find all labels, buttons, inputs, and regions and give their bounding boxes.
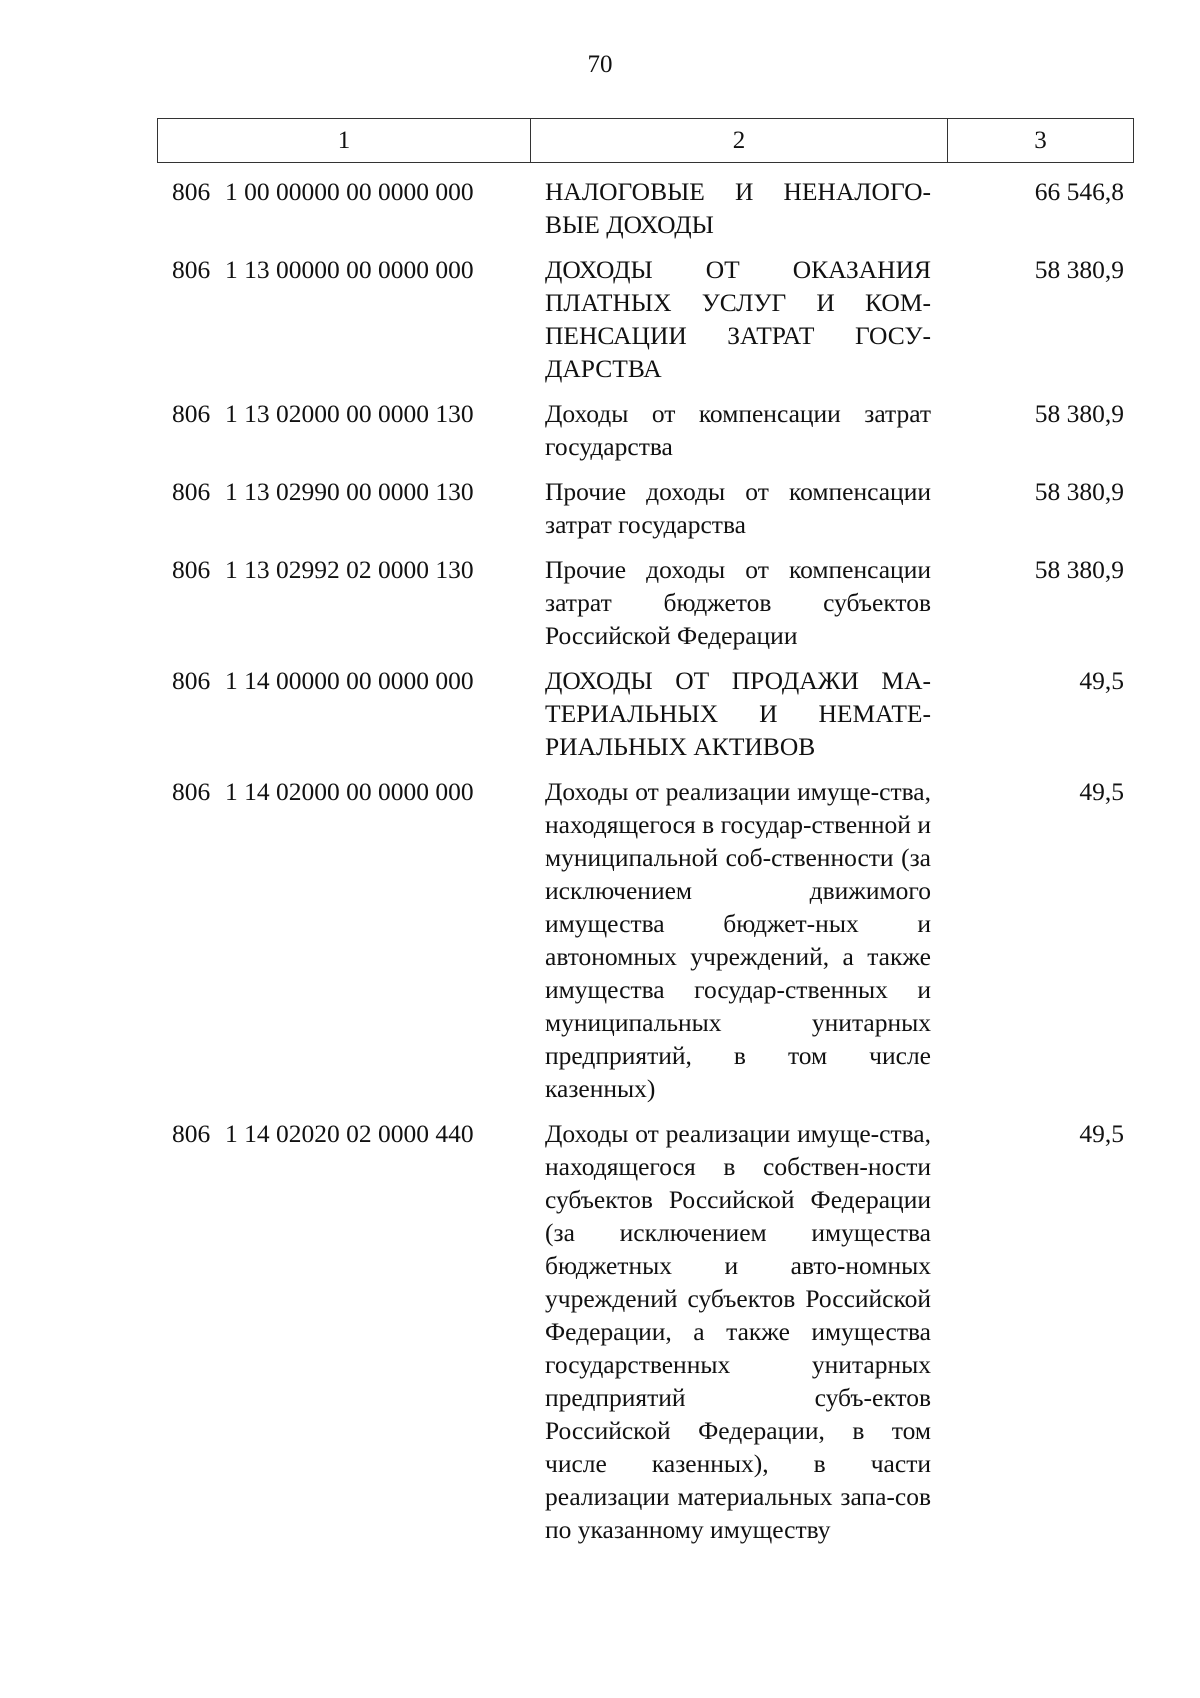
revenue-amount: 49,5 [1079, 666, 1124, 695]
admin-code: 806 [172, 777, 211, 806]
admin-code: 806 [172, 666, 211, 695]
revenue-name: Доходы от компенсации затрат государства [545, 399, 931, 461]
revenue-code: 1 14 02000 00 0000 000 [225, 777, 474, 806]
admin-code: 806 [172, 177, 211, 206]
table-body [157, 163, 1134, 1546]
revenue-name: Доходы от реализации имуще-ства, находящегося в собствен-ности субъектов Российской Федерации (за исключением имущества бюджетных и авто-номных учреждений субъектов Российской Федерации, а также имущества государственных унитарных предприятий субъ-ектов Российской Федерации, в том числе казенных), в части реализации материальных запа-сов по указанному имуществу [545, 1119, 931, 1544]
table-row [157, 775, 1134, 1105]
table-row [157, 664, 1134, 763]
table-row [157, 397, 1134, 463]
revenue-amount: 58 380,9 [1034, 255, 1124, 284]
revenue-code: 1 13 02000 00 0000 130 [225, 399, 474, 428]
column-header-2: 2 [531, 119, 948, 162]
revenue-amount: 58 380,9 [1034, 555, 1124, 584]
table-row [157, 175, 1134, 241]
revenue-code: 1 13 00000 00 0000 000 [225, 255, 474, 284]
revenue-code: 1 14 00000 00 0000 000 [225, 666, 474, 695]
admin-code: 806 [172, 1119, 211, 1148]
admin-code: 806 [172, 255, 211, 284]
revenue-code: 1 00 00000 00 0000 000 [225, 177, 474, 206]
revenue-name: Прочие доходы от компенсации затрат бюджетов субъектов Российской Федерации [545, 555, 931, 650]
table-row [157, 475, 1134, 541]
admin-code: 806 [172, 399, 211, 428]
page-number: 70 [587, 51, 613, 78]
revenue-code: 1 14 02020 02 0000 440 [225, 1119, 474, 1148]
revenue-name: Прочие доходы от компенсации затрат государства [545, 477, 931, 539]
revenue-amount: 49,5 [1079, 777, 1124, 806]
column-header-1: 1 [158, 119, 531, 162]
revenue-name: НАЛОГОВЫЕ И НЕНАЛОГО-ВЫЕ ДОХОДЫ [545, 177, 931, 239]
column-header-3: 3 [1034, 126, 1047, 154]
revenue-name: ДОХОДЫ ОТ ОКАЗАНИЯ ПЛАТНЫХ УСЛУГ И КОМ-ПЕНСАЦИИ ЗАТРАТ ГОСУ-ДАРСТВА [545, 255, 931, 383]
table-row [157, 253, 1134, 385]
table-header-row [157, 118, 1134, 163]
table-row [157, 553, 1134, 652]
table-row [157, 1117, 1134, 1546]
revenue-code: 1 13 02990 00 0000 130 [225, 477, 474, 506]
admin-code: 806 [172, 555, 211, 584]
revenue-amount: 58 380,9 [1034, 477, 1124, 506]
revenue-table [157, 118, 1134, 1558]
admin-code: 806 [172, 477, 211, 506]
revenue-amount: 66 546,8 [1034, 177, 1124, 206]
revenue-code: 1 13 02992 02 0000 130 [225, 555, 474, 584]
revenue-name: ДОХОДЫ ОТ ПРОДАЖИ МА-ТЕРИАЛЬНЫХ И НЕМАТЕ-РИАЛЬНЫХ АКТИВОВ [545, 666, 931, 761]
revenue-name: Доходы от реализации имуще-ства, находящегося в государ-ственной и муниципальной соб-ственности (за исключением движимого имущества бюджет-ных и автономных учреждений, а также имущества государ-ственных и муниципальных унитарных предприятий, в том числе казенных) [545, 777, 931, 1103]
revenue-amount: 49,5 [1079, 1119, 1124, 1148]
revenue-amount: 58 380,9 [1034, 399, 1124, 428]
